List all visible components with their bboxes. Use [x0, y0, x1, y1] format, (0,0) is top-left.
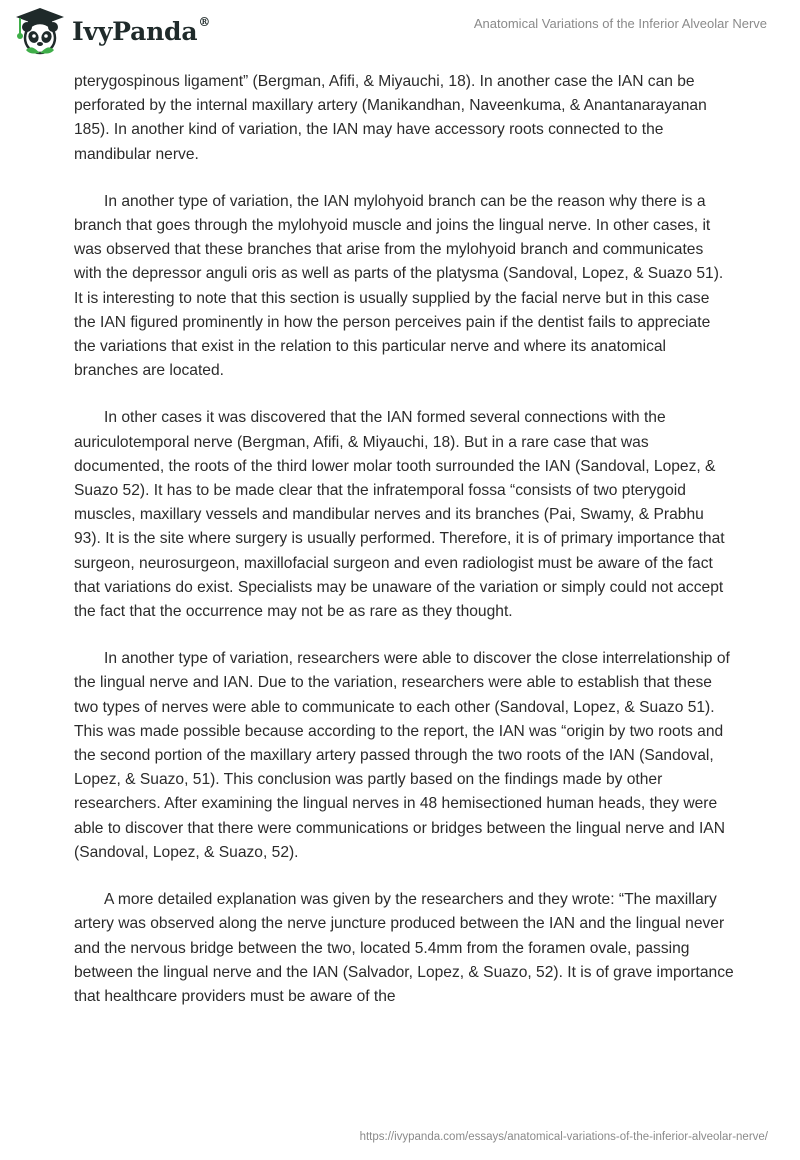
- page-header: [0, 0, 800, 66]
- paragraph: In another type of variation, the IAN mylohyoid branch can be the reason why there is a branch that goes through the mylohyoid muscle and joins the lingual nerve. In other cases, it was observed that these branches that arise from the mylohyoid branch and communicates with the depressor anguli oris as well as parts of the platysma (Sandoval, Lopez, & Suazo 51). It is interesting to note that this section is usually supplied by the facial nerve but in this case the IAN figured prominently in how the person perceives pain if the dentist fails to appreciate the variations that exist in the relation to this particular nerve and where its anatomical branches are located.: [74, 192, 724, 380]
- brand-name: IvyPanda®: [72, 14, 211, 46]
- ivypanda-logo[interactable]: [12, 6, 210, 56]
- paragraph: pterygospinous ligament” (Bergman, Afifi, & Miyauchi, 18). In another case the IAN can be perforated by the internal maxillary artery (Manikandhan, Naveenkuma, & Anantanarayanan 185). In another kind of variation, the IAN may have accessory roots connected to the mandibular nerve.: [74, 73, 707, 163]
- source-url[interactable]: https://ivypanda.com/essays/anatomical-variations-of-the-inferior-alveolar-nerve/: [359, 1131, 768, 1143]
- document-title: Anatomical Variations of the Inferior Alveolar Nerve: [473, 16, 767, 31]
- essay-body: [74, 70, 734, 1032]
- panda-graduate-icon: [12, 6, 68, 56]
- paragraph: In other cases it was discovered that the IAN formed several connections with the auriculotemporal nerve (Bergman, Afifi, & Miyauchi, 18). But in a rare case that was documented, the roots of the third lower molar tooth surrounded the IAN (Sandoval, Lopez, & Suazo 52). It has to be made clear that the infratemporal fossa “consists of two pterygoid muscles, maxillary vessels and mandibular nerves and its branches (Pai, Swamy, & Prabhu 93). It is the site where surgery is usually performed. Therefore, it is of primary importance that surgeon, neurosurgeon, maxillofacial surgeon and even radiologist must be aware of the fact that variations do exist. Specialists may be unaware of the variation or simply could not accept the fact that the occurrence may not be as rare as they thought.: [74, 409, 725, 621]
- paragraph: A more detailed explanation was given by the researchers and they wrote: “The maxillary artery was observed along the nerve juncture produced between the IAN and the lingual never and the nervous bridge between the two, located 5.4mm from the foramen ovale, passing between the lingual nerve and the IAN (Salvador, Lopez, & Suazo, 52). It is of grave importance that healthcare providers must be aware of the: [74, 891, 734, 1005]
- paragraph: In another type of variation, researchers were able to discover the close interrelationship of the lingual nerve and IAN. Due to the variation, researchers were able to establish that these two types of nerves were able to communicate to each other (Sandoval, Lopez, & Suazo 51). This was made possible because according to the report, the IAN was “origin by two roots and the second portion of the maxillary artery passed through the two roots of the IAN (Sandoval, Lopez, & Suazo, 51). This conclusion was partly based on the findings made by other researchers. After examining the lingual nerves in 48 hemisectioned human heads, they were able to discover that there were communications or bridges between the lingual nerve and IAN (Sandoval, Lopez, & Suazo, 52).: [74, 650, 730, 861]
- registered-mark: ®: [198, 14, 211, 29]
